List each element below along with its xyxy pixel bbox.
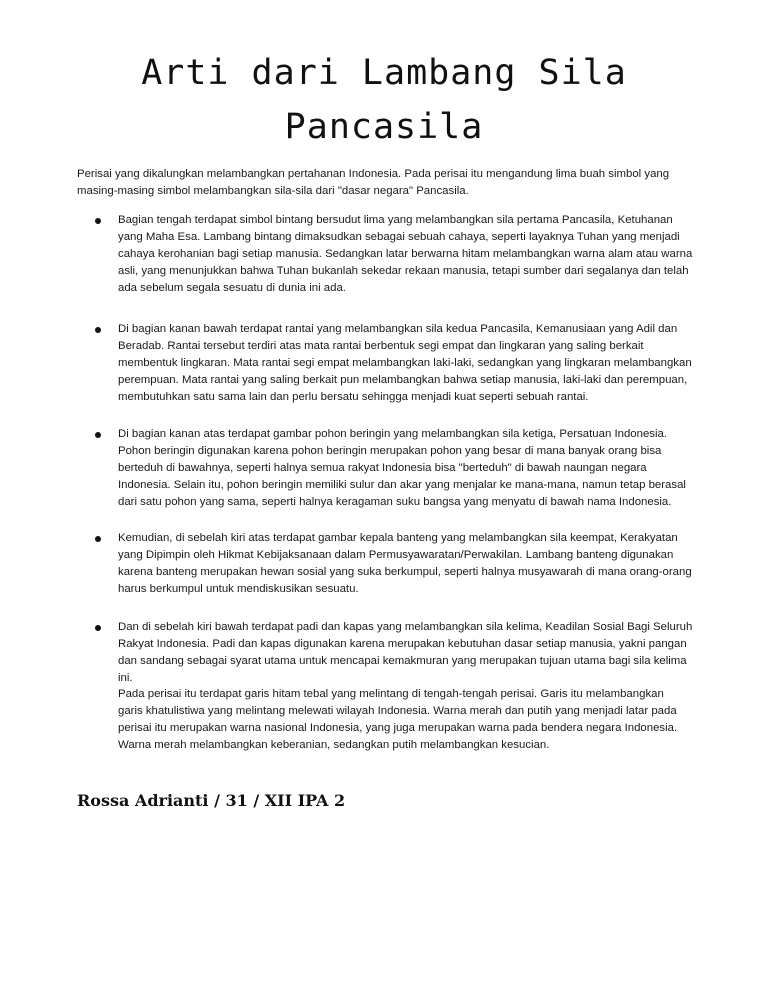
page-title: Arti dari Lambang Sila Pancasila xyxy=(141,53,627,147)
bullet-icon xyxy=(95,218,101,224)
bullet-icon xyxy=(95,432,101,438)
closing-paragraph: Pada perisai itu terdapat garis hitam tebal yang melintang di tengah-tengah perisai. Garis itu melambangkan garis khatulistiwa yang melintang melewati wilayah Indonesia. Warna merah dan putih yang menjadi latar pada perisai itu merupakan warna nasional Indonesia, yang juga merupakan warna pada bendera negara Indonesia. Warna merah melambangkan keberanian, sedangkan putih melambangkan kesucian. xyxy=(118,688,678,751)
author-signature: Rossa Adrianti / 31 / XII IPA 2 xyxy=(77,791,346,810)
bullet-icon xyxy=(95,536,101,542)
list-item-text: Bagian tengah terdapat simbol bintang bersudut lima yang melambangkan sila pertama Pancasila, Ketuhanan yang Maha Esa. Lambang bintang dimaksudkan sebagai sebuah cahaya, seperti layaknya Tuhan yang menjadi cahaya kerohanian bagi setiap manusia. Sedangkan latar berwarna hitam melambangkan warna alam atau warna asli, yang menunjukkan bahwa Tuhan bukanlah sekedar rekaan manusia, tetapi sumber dari segalanya dan telah ada sebelum segala sesuatu di dunia ini ada. xyxy=(118,214,693,294)
list-item-text: Di bagian kanan bawah terdapat rantai yang melambangkan sila kedua Pancasila, Kemanusiaan yang Adil dan Beradab. Rantai tersebut terdiri atas mata rantai berbentuk segi empat dan lingkaran yang saling berkait membentuk lingkaran. Mata rantai segi empat melambangkan laki-laki, sedangkan yang lingkaran melambangkan perempuan. Mata rantai yang saling berkait pun melambangkan bahwa setiap manusia, laki-laki dan perempuan, membutuhkan satu sama lain dan perlu bersatu sehingga menjadi kuat seperti sebuah rantai. xyxy=(118,323,692,403)
bullet-icon xyxy=(95,327,101,333)
list-item-text: Di bagian kanan atas terdapat gambar pohon beringin yang melambangkan sila ketiga, Persatuan Indonesia. Pohon beringin digunakan karena pohon beringin merupakan pohon yang besar di mana banyak orang bisa berteduh di bawahnya, seperti halnya semua rakyat Indonesia bisa "berteduh" di bawah naungan negara Indonesia. Selain itu, pohon beringin memiliki sulur dan akar yang menjalar ke mana-mana, namun tetap berasal dari satu pohon yang sama, seperti halnya keragaman suku bangsa yang menyatu di bawah nama Indonesia. xyxy=(118,428,686,508)
bullet-icon xyxy=(95,625,101,631)
list-item-text: Dan di sebelah kiri bawah terdapat padi dan kapas yang melambangkan sila kelima, Keadilan Sosial Bagi Seluruh Rakyat Indonesia. Padi dan kapas digunakan karena merupakan kebutuhan dasar setiap manusia, yakni pangan dan sandang sebagai syarat utama untuk mencapai kemakmuran yang merupakan tujuan utama bagi sila kelima ini. xyxy=(118,621,693,684)
intro-paragraph: Perisai yang dikalungkan melambangkan pertahanan Indonesia. Pada perisai itu mengandung lima buah simbol yang masing-masing simbol melambangkan sila-sila dari "dasar negara" Pancasila. xyxy=(77,168,670,197)
list-item-text: Kemudian, di sebelah kiri atas terdapat gambar kepala banteng yang melambangkan sila keempat, Kerakyatan yang Dipimpin oleh Hikmat Kebijaksanaan dalam Permusyawaratan/Perwakilan. Lambang banteng digunakan karena banteng merupakan hewan sosial yang suka berkumpul, seperti halnya musyawarah di mana orang-orang harus berkumpul untuk mendiskusikan sesuatu. xyxy=(118,532,692,595)
